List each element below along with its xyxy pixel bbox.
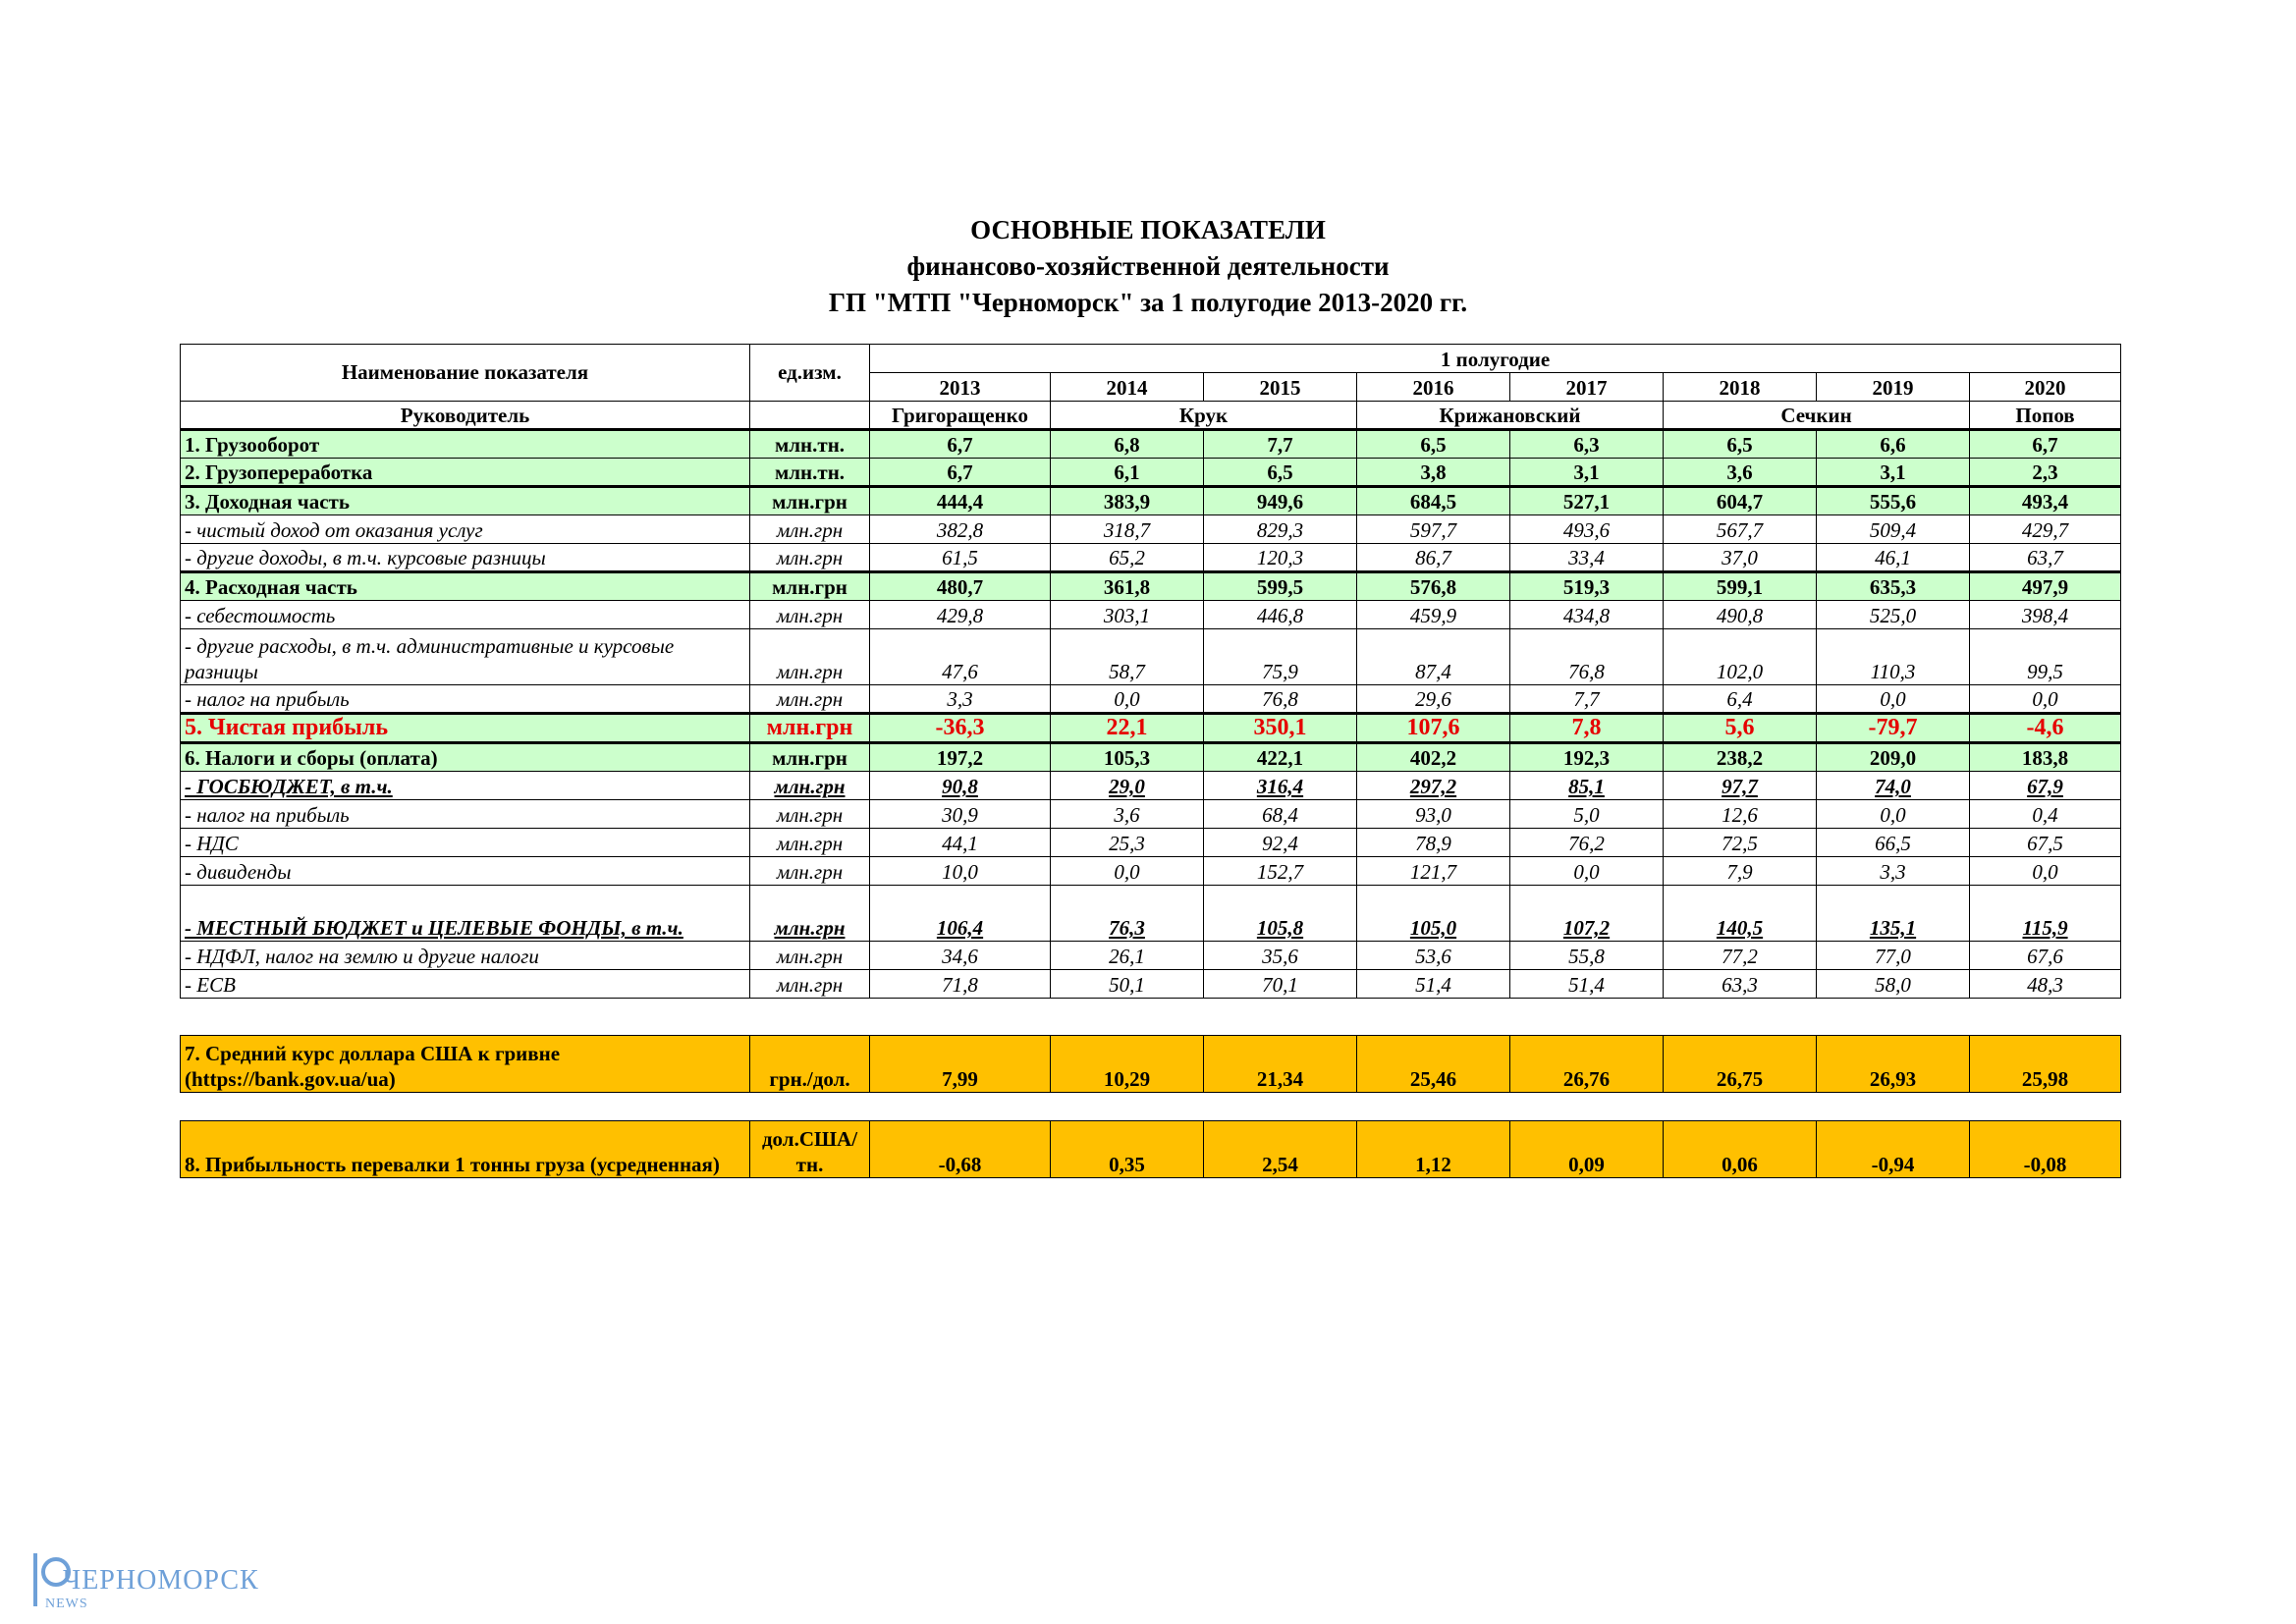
value-cell: 74,0 bbox=[1817, 772, 1970, 800]
value-cell: -0,08 bbox=[1970, 1121, 2121, 1178]
table-row bbox=[181, 714, 2121, 743]
value-cell: 78,9 bbox=[1357, 829, 1510, 857]
indicators-table bbox=[180, 344, 2121, 999]
value-cell: 115,9 bbox=[1970, 886, 2121, 942]
value-cell: 63,7 bbox=[1970, 544, 2121, 572]
value-cell: 26,76 bbox=[1510, 1036, 1664, 1093]
value-cell: 597,7 bbox=[1357, 515, 1510, 544]
row-label-text: 1. Грузооборот bbox=[185, 433, 320, 457]
value-cell: 6,8 bbox=[1051, 430, 1204, 459]
row-label bbox=[181, 800, 750, 829]
value-cell: 90,8 bbox=[870, 772, 1051, 800]
value-cell: 7,7 bbox=[1510, 685, 1664, 714]
row-unit: млн.грн bbox=[750, 772, 870, 800]
row-unit: млн.грн bbox=[750, 942, 870, 970]
value-cell: 6,7 bbox=[870, 459, 1051, 487]
value-cell: 93,0 bbox=[1357, 800, 1510, 829]
value-cell: 65,2 bbox=[1051, 544, 1204, 572]
row-label-text: - дивиденды bbox=[185, 860, 292, 884]
leader-name: Крук bbox=[1051, 402, 1357, 430]
table-row bbox=[181, 772, 2121, 800]
row-label bbox=[181, 430, 750, 459]
value-cell: 61,5 bbox=[870, 544, 1051, 572]
value-cell: -0,68 bbox=[870, 1121, 1051, 1178]
table-row bbox=[181, 857, 2121, 886]
row-unit: млн.грн bbox=[750, 629, 870, 685]
table-row bbox=[181, 601, 2121, 629]
row-label-text: 2. Грузопереработка bbox=[185, 460, 373, 484]
value-cell: 6,4 bbox=[1664, 685, 1817, 714]
row-unit: млн.грн bbox=[750, 886, 870, 942]
value-cell: 76,3 bbox=[1051, 886, 1204, 942]
value-cell: 3,8 bbox=[1357, 459, 1510, 487]
row-unit: млн.грн bbox=[750, 685, 870, 714]
value-cell: 99,5 bbox=[1970, 629, 2121, 685]
box7-label: 7. Средний курс доллара США к гривне (https://bank.gov.ua/ua) bbox=[181, 1036, 750, 1093]
value-cell: 72,5 bbox=[1664, 829, 1817, 857]
value-cell: 0,0 bbox=[1510, 857, 1664, 886]
value-cell: 105,8 bbox=[1204, 886, 1357, 942]
value-cell: 444,4 bbox=[870, 487, 1051, 515]
value-cell: 44,1 bbox=[870, 829, 1051, 857]
value-cell: 6,7 bbox=[1970, 430, 2121, 459]
value-cell: 0,0 bbox=[1817, 800, 1970, 829]
value-cell: 71,8 bbox=[870, 970, 1051, 999]
leader-name: Крижановский bbox=[1357, 402, 1664, 430]
row-label-text: 5. Чистая прибыль bbox=[185, 715, 389, 740]
value-cell: 0,0 bbox=[1817, 685, 1970, 714]
value-cell: 55,8 bbox=[1510, 942, 1664, 970]
title-line-2: финансово-хозяйственной деятельности bbox=[906, 251, 1390, 281]
title-line-1: ОСНОВНЫЕ ПОКАЗАТЕЛИ bbox=[970, 215, 1326, 244]
table-row bbox=[181, 515, 2121, 544]
table-row bbox=[181, 886, 2121, 942]
logo-subtext: NEWS bbox=[45, 1597, 88, 1611]
row-label-text: - НДФЛ, налог на землю и другие налоги bbox=[185, 945, 539, 968]
value-cell: 429,8 bbox=[870, 601, 1051, 629]
value-cell: 303,1 bbox=[1051, 601, 1204, 629]
row-unit: млн.грн bbox=[750, 829, 870, 857]
row-label-text: 6. Налоги и сборы (оплата) bbox=[185, 746, 438, 770]
value-cell: 1,12 bbox=[1357, 1121, 1510, 1178]
row-unit: млн.грн bbox=[750, 857, 870, 886]
row-unit: млн.грн bbox=[750, 544, 870, 572]
value-cell: 6,3 bbox=[1510, 430, 1664, 459]
row-label bbox=[181, 572, 750, 601]
value-cell: 2,54 bbox=[1204, 1121, 1357, 1178]
value-cell: 105,0 bbox=[1357, 886, 1510, 942]
row-unit: млн.грн bbox=[750, 515, 870, 544]
value-cell: 3,6 bbox=[1051, 800, 1204, 829]
value-cell: 599,1 bbox=[1664, 572, 1817, 601]
value-cell: 47,6 bbox=[870, 629, 1051, 685]
value-cell: 5,0 bbox=[1510, 800, 1664, 829]
value-cell: 0,35 bbox=[1051, 1121, 1204, 1178]
value-cell: 21,34 bbox=[1204, 1036, 1357, 1093]
value-cell: 480,7 bbox=[870, 572, 1051, 601]
row-label-text: 4. Расходная часть bbox=[185, 575, 357, 599]
value-cell: 77,2 bbox=[1664, 942, 1817, 970]
value-cell: 29,0 bbox=[1051, 772, 1204, 800]
value-cell: 34,6 bbox=[870, 942, 1051, 970]
value-cell: 92,4 bbox=[1204, 829, 1357, 857]
leader-label: Руководитель bbox=[181, 402, 750, 430]
table-row bbox=[181, 544, 2121, 572]
value-cell: 555,6 bbox=[1817, 487, 1970, 515]
value-cell: 949,6 bbox=[1204, 487, 1357, 515]
value-cell: 6,5 bbox=[1357, 430, 1510, 459]
value-cell: 140,5 bbox=[1664, 886, 1817, 942]
value-cell: 87,4 bbox=[1357, 629, 1510, 685]
value-cell: 37,0 bbox=[1664, 544, 1817, 572]
header-unit: ед.изм. bbox=[750, 345, 870, 402]
value-cell: 398,4 bbox=[1970, 601, 2121, 629]
value-cell: 121,7 bbox=[1357, 857, 1510, 886]
value-cell: 519,3 bbox=[1510, 572, 1664, 601]
value-cell: 10,29 bbox=[1051, 1036, 1204, 1093]
value-cell: 85,1 bbox=[1510, 772, 1664, 800]
table-row bbox=[181, 430, 2121, 459]
row-unit: млн.грн bbox=[750, 601, 870, 629]
value-cell: 2,3 bbox=[1970, 459, 2121, 487]
table-row bbox=[181, 572, 2121, 601]
leader-name: Попов bbox=[1970, 402, 2121, 430]
year-header: 2018 bbox=[1664, 373, 1817, 402]
value-cell: 402,2 bbox=[1357, 743, 1510, 772]
value-cell: 209,0 bbox=[1817, 743, 1970, 772]
value-cell: 58,0 bbox=[1817, 970, 1970, 999]
year-header: 2020 bbox=[1970, 373, 2121, 402]
value-cell: 51,4 bbox=[1357, 970, 1510, 999]
value-cell: 429,7 bbox=[1970, 515, 2121, 544]
value-cell: 0,0 bbox=[1051, 685, 1204, 714]
row-label-text: - налог на прибыль bbox=[185, 803, 350, 827]
table-row bbox=[181, 800, 2121, 829]
row-label-text: - другие доходы, в т.ч. курсовые разницы bbox=[185, 546, 546, 569]
value-cell: 25,98 bbox=[1970, 1036, 2121, 1093]
table-row bbox=[181, 487, 2121, 515]
value-cell: 53,6 bbox=[1357, 942, 1510, 970]
value-cell: 25,46 bbox=[1357, 1036, 1510, 1093]
row-label bbox=[181, 459, 750, 487]
value-cell: 25,3 bbox=[1051, 829, 1204, 857]
value-cell: 0,06 bbox=[1664, 1121, 1817, 1178]
value-cell: -36,3 bbox=[870, 714, 1051, 743]
value-cell: 120,3 bbox=[1204, 544, 1357, 572]
value-cell: 6,7 bbox=[870, 430, 1051, 459]
value-cell: 10,0 bbox=[870, 857, 1051, 886]
value-cell: 26,1 bbox=[1051, 942, 1204, 970]
value-cell: 107,2 bbox=[1510, 886, 1664, 942]
value-cell: 7,9 bbox=[1664, 857, 1817, 886]
value-cell: 3,6 bbox=[1664, 459, 1817, 487]
value-cell: 0,0 bbox=[1970, 685, 2121, 714]
row-unit: млн.грн bbox=[750, 970, 870, 999]
row-unit: млн.грн bbox=[750, 572, 870, 601]
profitability-table bbox=[180, 1120, 2121, 1178]
value-cell: 0,0 bbox=[1970, 857, 2121, 886]
leader-name: Григоращенко bbox=[870, 402, 1051, 430]
value-cell: 3,3 bbox=[1817, 857, 1970, 886]
value-cell: 525,0 bbox=[1817, 601, 1970, 629]
leader-unit-blank bbox=[750, 402, 870, 430]
row-label bbox=[181, 685, 750, 714]
table-row bbox=[181, 685, 2121, 714]
value-cell: 102,0 bbox=[1664, 629, 1817, 685]
value-cell: 576,8 bbox=[1357, 572, 1510, 601]
value-cell: 46,1 bbox=[1817, 544, 1970, 572]
row-label-text: - налог на прибыль bbox=[185, 687, 350, 711]
value-cell: 30,9 bbox=[870, 800, 1051, 829]
row-unit: млн.тн. bbox=[750, 459, 870, 487]
usd-rate-table bbox=[180, 1035, 2121, 1093]
value-cell: 192,3 bbox=[1510, 743, 1664, 772]
value-cell: 567,7 bbox=[1664, 515, 1817, 544]
value-cell: 6,5 bbox=[1204, 459, 1357, 487]
row-label bbox=[181, 772, 750, 800]
value-cell: 5,6 bbox=[1664, 714, 1817, 743]
value-cell: 67,9 bbox=[1970, 772, 2121, 800]
value-cell: 183,8 bbox=[1970, 743, 2121, 772]
value-cell: 382,8 bbox=[870, 515, 1051, 544]
value-cell: 22,1 bbox=[1051, 714, 1204, 743]
chernomorsk-news-logo bbox=[33, 1553, 259, 1612]
value-cell: 76,8 bbox=[1204, 685, 1357, 714]
value-cell: 63,3 bbox=[1664, 970, 1817, 999]
value-cell: 75,9 bbox=[1204, 629, 1357, 685]
year-header: 2019 bbox=[1817, 373, 1970, 402]
row-label bbox=[181, 743, 750, 772]
value-cell: 48,3 bbox=[1970, 970, 2121, 999]
year-header: 2014 bbox=[1051, 373, 1204, 402]
row-unit: млн.грн bbox=[750, 714, 870, 743]
value-cell: 29,6 bbox=[1357, 685, 1510, 714]
value-cell: 527,1 bbox=[1510, 487, 1664, 515]
table-row bbox=[181, 743, 2121, 772]
row-label-text: - ЕСВ bbox=[185, 973, 236, 997]
row-label-text: - ГОСБЮДЖЕТ, в т.ч. bbox=[185, 775, 393, 798]
value-cell: 599,5 bbox=[1204, 572, 1357, 601]
row-label bbox=[181, 886, 750, 942]
value-cell: 67,5 bbox=[1970, 829, 2121, 857]
row-label-text: - себестоимость bbox=[185, 604, 336, 627]
value-cell: 6,6 bbox=[1817, 430, 1970, 459]
value-cell: 316,4 bbox=[1204, 772, 1357, 800]
value-cell: 684,5 bbox=[1357, 487, 1510, 515]
value-cell: 76,2 bbox=[1510, 829, 1664, 857]
value-cell: 829,3 bbox=[1204, 515, 1357, 544]
value-cell: 26,93 bbox=[1817, 1036, 1970, 1093]
table-row bbox=[181, 459, 2121, 487]
title-line-3: ГП "МТП "Черноморск" за 1 полугодие 2013-2020 гг. bbox=[828, 288, 1468, 317]
value-cell: 361,8 bbox=[1051, 572, 1204, 601]
table-row bbox=[181, 829, 2121, 857]
value-cell: 76,8 bbox=[1510, 629, 1664, 685]
value-cell: 6,5 bbox=[1664, 430, 1817, 459]
value-cell: 604,7 bbox=[1664, 487, 1817, 515]
row-label bbox=[181, 942, 750, 970]
value-cell: -79,7 bbox=[1817, 714, 1970, 743]
value-cell: 66,5 bbox=[1817, 829, 1970, 857]
row-unit: млн.грн bbox=[750, 800, 870, 829]
value-cell: -0,94 bbox=[1817, 1121, 1970, 1178]
value-cell: 110,3 bbox=[1817, 629, 1970, 685]
value-cell: 77,0 bbox=[1817, 942, 1970, 970]
value-cell: 238,2 bbox=[1664, 743, 1817, 772]
row-label bbox=[181, 487, 750, 515]
value-cell: 106,4 bbox=[870, 886, 1051, 942]
header-period: 1 полугодие bbox=[870, 345, 2121, 373]
value-cell: 3,1 bbox=[1817, 459, 1970, 487]
value-cell: 509,4 bbox=[1817, 515, 1970, 544]
row-label-text: - чистый доход от оказания услуг bbox=[185, 518, 483, 542]
table-row bbox=[181, 629, 2121, 685]
value-cell: 50,1 bbox=[1051, 970, 1204, 999]
value-cell: 33,4 bbox=[1510, 544, 1664, 572]
row-label bbox=[181, 629, 750, 685]
table-row bbox=[181, 942, 2121, 970]
value-cell: 446,8 bbox=[1204, 601, 1357, 629]
value-cell: 97,7 bbox=[1664, 772, 1817, 800]
row-label bbox=[181, 829, 750, 857]
row-label bbox=[181, 714, 750, 743]
year-header: 2015 bbox=[1204, 373, 1357, 402]
value-cell: 459,9 bbox=[1357, 601, 1510, 629]
value-cell: 383,9 bbox=[1051, 487, 1204, 515]
value-cell: 70,1 bbox=[1204, 970, 1357, 999]
value-cell: 422,1 bbox=[1204, 743, 1357, 772]
row-label-text: - другие расходы, в т.ч. административные и курсовые разницы bbox=[185, 634, 675, 683]
value-cell: 497,9 bbox=[1970, 572, 2121, 601]
value-cell: 6,1 bbox=[1051, 459, 1204, 487]
document-title bbox=[0, 212, 2296, 321]
box8-label: 8. Прибыльность перевалки 1 тонны груза (усредненная) bbox=[181, 1121, 750, 1178]
row-label bbox=[181, 970, 750, 999]
value-cell: 86,7 bbox=[1357, 544, 1510, 572]
row-label-text: - МЕСТНЫЙ БЮДЖЕТ и ЦЕЛЕВЫЕ ФОНДЫ, в т.ч. bbox=[185, 916, 683, 940]
value-cell: 0,0 bbox=[1051, 857, 1204, 886]
row-label-text: - НДС bbox=[185, 832, 239, 855]
row-label bbox=[181, 601, 750, 629]
leader-name: Сечкин bbox=[1664, 402, 1970, 430]
row-unit: млн.тн. bbox=[750, 430, 870, 459]
row-label bbox=[181, 857, 750, 886]
value-cell: 3,1 bbox=[1510, 459, 1664, 487]
box8-unit: дол.США/ тн. bbox=[750, 1121, 870, 1178]
row-unit: млн.грн bbox=[750, 487, 870, 515]
row-label bbox=[181, 544, 750, 572]
value-cell: 68,4 bbox=[1204, 800, 1357, 829]
header-name: Наименование показателя bbox=[181, 345, 750, 402]
value-cell: 107,6 bbox=[1357, 714, 1510, 743]
value-cell: 3,3 bbox=[870, 685, 1051, 714]
value-cell: 0,09 bbox=[1510, 1121, 1664, 1178]
value-cell: 318,7 bbox=[1051, 515, 1204, 544]
logo-text: ЧЕРНОМОРСК bbox=[63, 1565, 259, 1596]
value-cell: 7,8 bbox=[1510, 714, 1664, 743]
value-cell: 493,6 bbox=[1510, 515, 1664, 544]
row-label-text: 3. Доходная часть bbox=[185, 490, 350, 514]
row-label bbox=[181, 515, 750, 544]
value-cell: 350,1 bbox=[1204, 714, 1357, 743]
value-cell: -4,6 bbox=[1970, 714, 2121, 743]
value-cell: 26,75 bbox=[1664, 1036, 1817, 1093]
value-cell: 105,3 bbox=[1051, 743, 1204, 772]
box7-unit: грн./дол. bbox=[750, 1036, 870, 1093]
value-cell: 490,8 bbox=[1664, 601, 1817, 629]
year-header: 2016 bbox=[1357, 373, 1510, 402]
value-cell: 135,1 bbox=[1817, 886, 1970, 942]
value-cell: 635,3 bbox=[1817, 572, 1970, 601]
value-cell: 0,4 bbox=[1970, 800, 2121, 829]
value-cell: 51,4 bbox=[1510, 970, 1664, 999]
value-cell: 35,6 bbox=[1204, 942, 1357, 970]
value-cell: 297,2 bbox=[1357, 772, 1510, 800]
value-cell: 12,6 bbox=[1664, 800, 1817, 829]
value-cell: 493,4 bbox=[1970, 487, 2121, 515]
value-cell: 197,2 bbox=[870, 743, 1051, 772]
value-cell: 7,99 bbox=[870, 1036, 1051, 1093]
value-cell: 67,6 bbox=[1970, 942, 2121, 970]
value-cell: 434,8 bbox=[1510, 601, 1664, 629]
row-unit: млн.грн bbox=[750, 743, 870, 772]
value-cell: 58,7 bbox=[1051, 629, 1204, 685]
value-cell: 7,7 bbox=[1204, 430, 1357, 459]
year-header: 2013 bbox=[870, 373, 1051, 402]
year-header: 2017 bbox=[1510, 373, 1664, 402]
value-cell: 152,7 bbox=[1204, 857, 1357, 886]
table-row bbox=[181, 970, 2121, 999]
